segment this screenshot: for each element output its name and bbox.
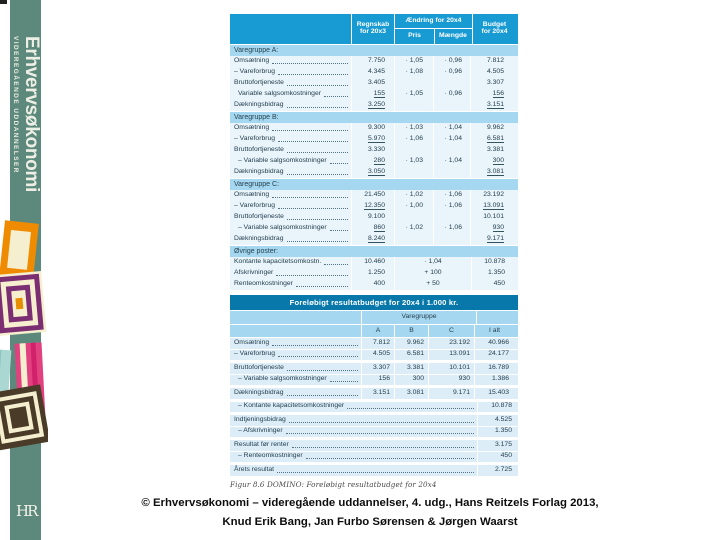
row-label: Bruttofortjeneste xyxy=(234,79,284,87)
group-band-b: Varegruppe B: xyxy=(230,111,518,123)
regnskab-value: 280 xyxy=(373,156,385,164)
regnskab-value: 3.405 xyxy=(367,79,385,87)
table-row xyxy=(230,465,518,476)
table-row xyxy=(230,440,518,451)
pris-factor: · 1,00 xyxy=(405,202,423,210)
group-band-a: Varegruppe A: xyxy=(230,44,518,56)
dot-leader xyxy=(272,130,348,131)
budget-value: 3.081 xyxy=(486,167,504,175)
value-total: 15.403 xyxy=(488,388,509,396)
dot-leader xyxy=(287,85,348,86)
value-total: 10.878 xyxy=(491,402,512,410)
col-total-header: I alt xyxy=(474,325,514,337)
pris-factor: · 1,02 xyxy=(405,191,423,199)
row-label: Resultat før renter xyxy=(234,440,289,448)
table-row xyxy=(230,402,518,415)
table-row xyxy=(230,415,518,426)
series-subtitle: VIDEREGÅENDE UDDANNELSER xyxy=(12,36,19,174)
value-a: 7.812 xyxy=(372,338,390,346)
table2-header-cols xyxy=(230,325,518,337)
table-row xyxy=(230,388,518,401)
row-label: Årets resultat xyxy=(234,465,275,473)
table-row xyxy=(230,89,518,100)
table1-header-regnskab: Regnskab for 20x3 xyxy=(351,14,394,44)
dot-leader xyxy=(278,356,358,357)
budget-value: 7.812 xyxy=(486,57,504,65)
row-label: – Afskrivninger xyxy=(238,427,283,435)
maengde-factor: · 1,04 xyxy=(444,157,462,165)
domino-artwork xyxy=(0,210,48,510)
value-total: 40.966 xyxy=(488,338,509,346)
value-total: 1.386 xyxy=(491,375,509,383)
dot-leader xyxy=(347,408,474,409)
dot-leader xyxy=(287,152,348,153)
value-b: 3.081 xyxy=(406,388,424,396)
corner-mark xyxy=(0,0,7,4)
brown-square-shape xyxy=(0,384,48,450)
regnskab-value: 860 xyxy=(373,223,385,231)
regnskab-value: 8.240 xyxy=(367,234,385,242)
dot-leader xyxy=(292,447,474,448)
table-row xyxy=(230,56,518,67)
row-label: Bruttofortjeneste xyxy=(234,363,284,371)
value-total: 1.350 xyxy=(494,427,512,435)
table-row xyxy=(230,78,518,89)
regnskab-value: 10.460 xyxy=(364,258,385,266)
dot-leader xyxy=(330,230,348,231)
value-a: 3.307 xyxy=(372,363,390,371)
dot-leader xyxy=(272,63,348,64)
table-row xyxy=(230,201,518,212)
maengde-factor: · 0,96 xyxy=(444,90,462,98)
pris-factor: · 1,03 xyxy=(405,124,423,132)
budget-value: 23.192 xyxy=(483,191,504,199)
pris-factor: · 1,05 xyxy=(405,90,423,98)
col-c-header: C xyxy=(428,325,474,337)
regnskab-value: 3.250 xyxy=(367,100,385,108)
regnskab-value: 5.970 xyxy=(367,134,385,142)
copyright-line2: Knud Erik Bang, Jan Furbo Sørensen & Jørgen Waarst xyxy=(222,516,518,528)
group-band-c: Varegruppe C: xyxy=(230,178,518,190)
budget-value: 300 xyxy=(492,156,504,164)
dot-leader xyxy=(276,275,348,276)
value-total: 4.525 xyxy=(494,415,512,423)
row-label: Omsætning xyxy=(234,338,270,346)
value-c: 930 xyxy=(458,375,470,383)
row-label: Omsætning xyxy=(234,124,270,132)
budget-value: 10.101 xyxy=(483,213,504,221)
budget-value: 13.091 xyxy=(483,201,504,209)
budget-value: 9.962 xyxy=(486,124,504,132)
varegruppe-span-header: Varegruppe xyxy=(361,311,476,324)
spine-text xyxy=(11,36,41,192)
value-a: 156 xyxy=(378,375,390,383)
maengde-factor: · 1,06 xyxy=(444,202,462,210)
table1-header xyxy=(230,14,518,44)
row-label: Dækningsbidrag xyxy=(234,388,284,396)
budget-value: 1.350 xyxy=(487,269,505,277)
copyright-footer xyxy=(80,494,660,532)
row-label: – Vareforbrug xyxy=(234,350,276,358)
budget-value: 930 xyxy=(492,223,504,231)
budget-value: 3.307 xyxy=(486,79,504,87)
dot-leader xyxy=(296,286,348,287)
row-label: Dækningsbidrag xyxy=(234,101,284,109)
table-row xyxy=(230,375,518,388)
dot-leader xyxy=(278,141,348,142)
pris-factor: · 1,02 xyxy=(405,224,423,232)
table2-header-group xyxy=(230,311,518,324)
figure-caption: Figur 8.6 DOMINO: Foreløbigt resultatbudget for 20x4 xyxy=(230,479,437,489)
dot-leader xyxy=(287,219,348,220)
value-total: 450 xyxy=(500,452,512,460)
dot-leader xyxy=(287,107,349,108)
maengde-factor: · 0,96 xyxy=(444,68,462,76)
row-label: Afskrivninger xyxy=(234,269,274,277)
series-title: Erhvervsøkonomi xyxy=(21,36,42,192)
row-label: – Variable salgsomkostninger xyxy=(238,157,327,165)
table-row xyxy=(230,190,518,201)
row-label: – Vareforbrug xyxy=(234,68,276,76)
dot-leader xyxy=(286,433,474,434)
table1-header-maengde: Mængde xyxy=(434,29,471,44)
value-b: 300 xyxy=(412,375,424,383)
value-b: 9.962 xyxy=(406,338,424,346)
budget-value: 4.505 xyxy=(486,68,504,76)
regnskab-value: 9.300 xyxy=(367,124,385,132)
table-row xyxy=(230,350,518,363)
pris-factor: · 1,06 xyxy=(405,135,423,143)
table-row xyxy=(230,223,518,234)
table-row xyxy=(230,67,518,78)
pris-factor: · 1,05 xyxy=(405,57,423,65)
budget-value: 156 xyxy=(492,89,504,97)
value-a: 4.505 xyxy=(372,350,390,358)
table-row xyxy=(230,134,518,145)
table-row xyxy=(230,234,518,245)
dot-leader xyxy=(324,96,348,97)
table1-header-pris: Pris xyxy=(408,32,421,40)
col-a-header: A xyxy=(361,325,394,337)
adjustment-value: + 100 xyxy=(424,269,442,277)
adjustment-value: · 1,04 xyxy=(424,258,442,266)
regnskab-value: 155 xyxy=(373,89,385,97)
budget-tables xyxy=(230,14,518,488)
table-row xyxy=(230,212,518,223)
row-label: – Variable salgsomkostninger xyxy=(238,224,327,232)
maengde-factor: · 0,96 xyxy=(444,57,462,65)
row-label: – Vareforbrug xyxy=(234,135,276,143)
value-a: 3.151 xyxy=(372,388,390,396)
value-total: 24.177 xyxy=(488,350,509,358)
row-label: Indtjeningsbidrag xyxy=(234,415,286,423)
budget-value: 3.381 xyxy=(486,146,504,154)
regnskab-value: 4.345 xyxy=(367,68,385,76)
table1-header-budget: Budget for 20x4 xyxy=(472,14,516,44)
table-row xyxy=(230,363,518,374)
dot-leader xyxy=(272,345,358,346)
col-b-header: B xyxy=(394,325,428,337)
row-label: Omsætning xyxy=(234,57,270,65)
regnskab-value: 1.250 xyxy=(367,269,385,277)
maengde-factor: · 1,04 xyxy=(444,124,462,132)
budget-value: 10.878 xyxy=(484,258,505,266)
value-c: 9.171 xyxy=(452,388,470,396)
row-label: Variable salgsomkostninger xyxy=(238,90,321,98)
value-total: 16.789 xyxy=(488,363,509,371)
regnskab-value: 400 xyxy=(373,280,385,288)
table-row xyxy=(230,145,518,156)
table-row xyxy=(230,257,518,268)
dot-leader xyxy=(277,472,474,473)
budget-value: 9.171 xyxy=(486,234,504,242)
row-label: – Kontante kapacitetsomkostninger xyxy=(238,402,345,410)
row-label: – Vareforbrug xyxy=(234,202,276,210)
dot-leader xyxy=(287,241,349,242)
orange-frame-shape xyxy=(0,220,39,279)
row-label: Kontante kapacitetsomkostn. xyxy=(234,258,322,266)
dot-leader xyxy=(330,381,358,382)
pris-factor: · 1,03 xyxy=(405,157,423,165)
budget-value: 3.151 xyxy=(486,100,504,108)
adjustment-value: + 50 xyxy=(426,280,440,288)
table-row xyxy=(230,338,518,349)
regnskab-value: 7.750 xyxy=(367,57,385,65)
dot-leader xyxy=(278,208,348,209)
maengde-factor: · 1,06 xyxy=(444,224,462,232)
maengde-factor: · 1,04 xyxy=(444,135,462,143)
table-row xyxy=(230,167,518,178)
table1-header-empty xyxy=(230,14,351,44)
table-row xyxy=(230,123,518,134)
value-c: 10.101 xyxy=(449,363,470,371)
maengde-factor: · 1,06 xyxy=(444,191,462,199)
purple-spiral-shape xyxy=(0,271,46,336)
pris-factor: · 1,08 xyxy=(405,68,423,76)
result-budget-banner: Foreløbigt resultatbudget for 20x4 i 1.000 kr. xyxy=(230,295,518,310)
row-label: Bruttofortjeneste xyxy=(234,146,284,154)
row-label: Dækningsbidrag xyxy=(234,235,284,243)
regnskab-value: 3.330 xyxy=(367,146,385,154)
table1-header-aendring: Ændring for 20x4 Pris Mængde xyxy=(394,14,472,44)
regnskab-value: 3.050 xyxy=(367,167,385,175)
value-total: 3.175 xyxy=(494,440,512,448)
group-band-ovrige: Øvrige poster: xyxy=(230,245,518,257)
value-total: 2.725 xyxy=(494,465,512,473)
value-b: 6.581 xyxy=(406,350,424,358)
dot-leader xyxy=(272,197,348,198)
dot-leader xyxy=(278,74,348,75)
row-label: – Variable salgsomkostninger xyxy=(238,375,327,383)
budget-value: 450 xyxy=(493,280,505,288)
row-label: Bruttofortjeneste xyxy=(234,213,284,221)
regnskab-value: 12.350 xyxy=(364,201,385,209)
value-c: 23.192 xyxy=(449,338,470,346)
value-b: 3.381 xyxy=(406,363,424,371)
copyright-line1: © Erhvervsøkonomi – videregående uddannelser, 4. udg., Hans Reitzels Forlag 2013, xyxy=(141,497,599,509)
table-row xyxy=(230,268,518,279)
dot-leader xyxy=(324,264,348,265)
row-label: Dækningsbidrag xyxy=(234,168,284,176)
dot-leader xyxy=(287,370,358,371)
regnskab-value: 9.100 xyxy=(367,213,385,221)
dot-leader xyxy=(289,422,474,423)
publisher-logo: HR xyxy=(16,502,37,520)
dot-leader xyxy=(287,174,349,175)
table-row xyxy=(230,100,518,111)
dot-leader xyxy=(330,163,348,164)
row-label: – Renteomkostninger xyxy=(238,452,303,460)
table-row xyxy=(230,452,518,465)
dot-leader xyxy=(287,395,359,396)
table-row xyxy=(230,427,518,440)
budget-value: 6.581 xyxy=(486,134,504,142)
row-label: Omsætning xyxy=(234,191,270,199)
table-row xyxy=(230,156,518,167)
row-label: Renteomkostninger xyxy=(234,280,293,288)
dot-leader xyxy=(306,458,474,459)
regnskab-value: 21.450 xyxy=(364,191,385,199)
table-row xyxy=(230,279,518,290)
value-c: 13.091 xyxy=(449,350,470,358)
